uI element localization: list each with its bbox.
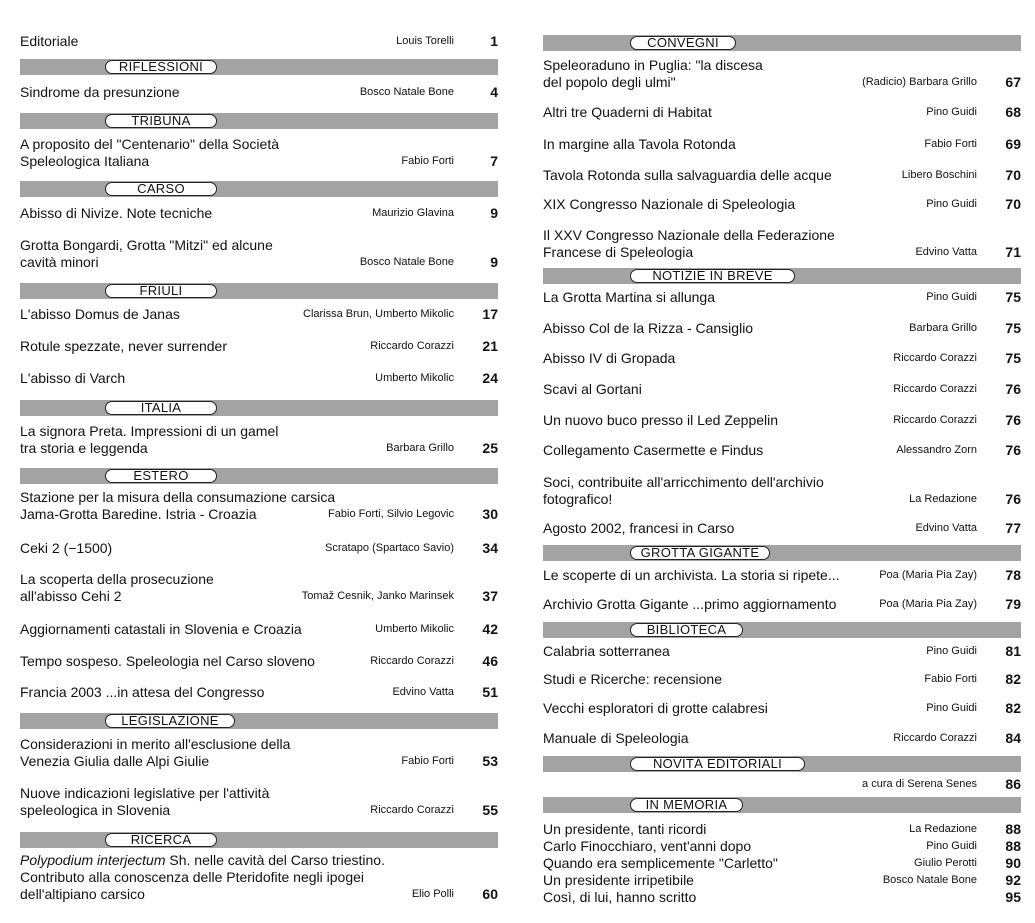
entry-page-number: 25: [482, 440, 498, 456]
entry-page-number: 95: [1005, 889, 1021, 905]
toc-entry[interactable]: [543, 567, 1021, 584]
entry-page-number: 75: [1005, 320, 1021, 336]
toc-entry[interactable]: [543, 643, 1021, 660]
entry-title: In margine alla Tavola Rotonda: [543, 136, 736, 152]
entry-page-number: 53: [482, 753, 498, 769]
entry-page-number: 71: [1005, 244, 1021, 260]
toc-entry[interactable]: [543, 730, 1021, 747]
toc-entry[interactable]: [20, 736, 498, 770]
entry-author: a cura di Serena Senes: [862, 778, 977, 790]
entry-author: (Radicio) Barbara Grillo: [862, 76, 977, 88]
entry-page-number: 79: [1005, 596, 1021, 612]
entry-author: Fabio Forti: [401, 755, 454, 767]
toc-entry[interactable]: [543, 350, 1021, 367]
entry-author: Pino Guidi: [926, 198, 977, 210]
entry-title: Aggiornamenti catastali in Slovenia e Croazia: [20, 621, 302, 637]
entry-page-number: 21: [482, 338, 498, 354]
toc-entry[interactable]: [20, 571, 498, 605]
section-label: RIFLESSIONI: [105, 60, 217, 74]
entry-title-line: fotografico!: [543, 491, 613, 507]
entry-title: Editoriale: [20, 33, 79, 49]
entry-page-number: 46: [482, 653, 498, 669]
entry-title-line: all'abisso Cehi 2: [20, 588, 122, 604]
entry-page-number: 82: [1005, 671, 1021, 687]
entry-page-number: 92: [1005, 872, 1021, 888]
toc-entry[interactable]: [543, 196, 1021, 213]
entry-page-number: 9: [490, 254, 498, 270]
entry-title: La signora Preta. Impressioni di un gamel: [20, 423, 279, 439]
entry-page-number: 9: [490, 205, 498, 221]
entry-title: Carlo Finocchiaro, vent'anni dopo: [543, 838, 752, 854]
entry-title: Un nuovo buco presso il Led Zeppelin: [543, 412, 779, 428]
section-header-notizie-in-breve: [543, 268, 1021, 284]
entry-page-number: 68: [1005, 104, 1021, 120]
entry-title: Altri tre Quaderni di Habitat: [543, 104, 712, 120]
entry-title: Abisso di Nivize. Note tecniche: [20, 205, 213, 221]
entry-title-line: Francese di Speleologia: [543, 244, 694, 260]
entry-page-number: 76: [1005, 381, 1021, 397]
entry-title: Agosto 2002, francesi in Carso: [543, 520, 735, 536]
toc-entry[interactable]: [543, 289, 1021, 306]
entry-title: Tempo sospeso. Speleologia nel Carso sloveno: [20, 653, 315, 669]
entry-title: Scavi al Gortani: [543, 381, 642, 397]
toc-entry[interactable]: [543, 412, 1021, 429]
entry-author: Riccardo Corazzi: [370, 340, 454, 352]
entry-title-italic: Polypodium interjectum: [20, 852, 166, 868]
section-header-in-memoria: [543, 797, 1021, 813]
entry-page-number: 17: [482, 306, 498, 322]
toc-entry[interactable]: [20, 237, 498, 271]
entry-author: Tomaž Cesnik, Janko Marinsek: [301, 590, 454, 602]
entry-title-line: Contributo alla conoscenza delle Pteridofite negli ipogei: [20, 869, 364, 885]
entry-page-number: 30: [482, 506, 498, 522]
toc-entry[interactable]: [20, 423, 498, 457]
entry-author: Fabio Forti: [924, 138, 977, 150]
entry-title-rest: Sh. nelle cavità del Carso triestino.: [165, 852, 385, 868]
entry-page-number: 78: [1005, 567, 1021, 583]
entry-page-number: 77: [1005, 520, 1021, 536]
toc-entry[interactable]: [543, 167, 1021, 184]
entry-author: Maurizio Glavina: [372, 207, 454, 219]
toc-entry[interactable]: [543, 442, 1021, 459]
toc-entry[interactable]: [543, 872, 1021, 889]
entry-page-number: 51: [482, 684, 498, 700]
toc-entry[interactable]: [543, 700, 1021, 717]
section-header-italia: [20, 400, 498, 416]
entry-page-number: 76: [1005, 491, 1021, 507]
entry-page-number: 60: [482, 886, 498, 902]
entry-author: Edvino Vatta: [915, 522, 977, 534]
entry-page-number: 4: [490, 84, 498, 100]
toc-entry[interactable]: [20, 852, 498, 903]
toc-entry[interactable]: [543, 671, 1021, 688]
entry-author: Bosco Natale Bone: [359, 86, 454, 98]
entry-title: Considerazioni in merito all'esclusione della: [20, 736, 291, 752]
toc-entry[interactable]: [20, 136, 498, 170]
entry-title-line: dell'altipiano carsico: [20, 886, 145, 902]
entry-author: Riccardo Corazzi: [370, 655, 454, 667]
entry-title: Stazione per la misura della consumazione carsica: [20, 489, 336, 505]
entry-title: Abisso IV di Gropada: [543, 350, 676, 366]
section-label: CONVEGNI: [630, 36, 736, 50]
section-label: NOTIZIE IN BREVE: [630, 269, 795, 283]
entry-title: Rotule spezzate, never surrender: [20, 338, 227, 354]
entry-title: Quando era semplicemente "Carletto": [543, 855, 778, 871]
entry-author: La Redazione: [909, 823, 977, 835]
section-header-biblioteca: [543, 622, 1021, 638]
entry-author: Umberto Mikolic: [375, 623, 454, 635]
entry-title: [20, 852, 385, 869]
toc-entry[interactable]: [543, 776, 1021, 793]
entry-page-number: 84: [1005, 730, 1021, 746]
toc-entry[interactable]: [543, 136, 1021, 153]
toc-entry[interactable]: [543, 227, 1021, 261]
entry-title: XIX Congresso Nazionale di Speleologia: [543, 196, 796, 212]
section-label: GROTTA GIGANTE: [630, 546, 770, 560]
toc-entry[interactable]: [543, 520, 1021, 537]
entry-title: Nuove indicazioni legislative per l'attività: [20, 785, 270, 801]
toc-entry[interactable]: [543, 474, 1021, 508]
entry-page-number: 81: [1005, 643, 1021, 659]
entry-page-number: 67: [1005, 74, 1021, 90]
entry-page-number: 88: [1005, 838, 1021, 854]
entry-title: Archivio Grotta Gigante ...primo aggiornamento: [543, 596, 837, 612]
section-label: RICERCA: [105, 833, 217, 847]
entry-author: Barbara Grillo: [909, 322, 977, 334]
entry-author: Pino Guidi: [926, 291, 977, 303]
entry-title: Manuale di Speleologia: [543, 730, 689, 746]
entry-title: Abisso Col de la Rizza - Cansiglio: [543, 320, 754, 336]
entry-page-number: 69: [1005, 136, 1021, 152]
entry-title: Il XXV Congresso Nazionale della Federazione: [543, 227, 835, 243]
entry-page-number: 55: [482, 802, 498, 818]
section-header-legislazione: [20, 713, 498, 729]
entry-title-line: Venezia Giulia dalle Alpi Giulie: [20, 753, 210, 769]
entry-page-number: 88: [1005, 821, 1021, 837]
entry-page-number: 75: [1005, 350, 1021, 366]
entry-author: Riccardo Corazzi: [893, 732, 977, 744]
entry-author: Fabio Forti: [924, 673, 977, 685]
entry-author: Louis Torelli: [396, 35, 454, 47]
entry-author: Giulio Perotti: [914, 857, 977, 869]
entry-title: Francia 2003 ...in attesa del Congresso: [20, 684, 265, 700]
entry-title-line: del popolo degli ulmi": [543, 74, 676, 90]
entry-page-number: 70: [1005, 196, 1021, 212]
section-header-carso: [20, 181, 498, 197]
entry-title-line: speleologica in Slovenia: [20, 802, 171, 818]
section-header-friuli: [20, 283, 498, 299]
entry-author: Bosco Natale Bone: [359, 256, 454, 268]
entry-title: Sindrome da presunzione: [20, 84, 180, 100]
toc-entry[interactable]: [20, 33, 498, 50]
toc-entry[interactable]: [20, 205, 498, 222]
entry-page-number: 1: [490, 33, 498, 49]
section-header-estero: [20, 468, 498, 484]
entry-author: La Redazione: [909, 493, 977, 505]
entry-page-number: 34: [482, 540, 498, 556]
entry-author: Fabio Forti: [401, 155, 454, 167]
section-header-tribuna: [20, 113, 498, 129]
entry-title: Studi e Ricerche: recensione: [543, 671, 722, 687]
entry-author: Pino Guidi: [926, 840, 977, 852]
entry-author: Pino Guidi: [926, 106, 977, 118]
entry-page-number: 76: [1005, 442, 1021, 458]
toc-entry[interactable]: [20, 338, 498, 355]
section-header-convegni: [543, 35, 1021, 51]
entry-title: A proposito del "Centenario" della Società: [20, 136, 279, 152]
entry-author: Fabio Forti, Silvio Legovic: [328, 508, 454, 520]
toc-entry[interactable]: [20, 306, 498, 323]
section-label: ITALIA: [105, 401, 217, 415]
entry-title: Le scoperte di un archivista. La storia si ripete...: [543, 567, 840, 583]
entry-author: Clarissa Brun, Umberto Mikolic: [303, 308, 454, 320]
entry-title: Soci, contribuite all'arricchimento dell'archivio: [543, 474, 824, 490]
entry-title: Un presidente, tanti ricordi: [543, 821, 707, 837]
entry-page-number: 37: [482, 588, 498, 604]
entry-author: Riccardo Corazzi: [893, 414, 977, 426]
section-header-grotta-gigante: [543, 545, 1021, 561]
entry-author: Bosco Natale Bone: [882, 874, 977, 886]
entry-author: Scratapo (Spartaco Savio): [324, 542, 454, 554]
toc-entry[interactable]: [543, 57, 1021, 91]
entry-page-number: 75: [1005, 289, 1021, 305]
entry-title: Vecchi esploratori di grotte calabresi: [543, 700, 768, 716]
section-header-riflessioni: [20, 59, 498, 75]
entry-title: Collegamento Casermette e Findus: [543, 442, 764, 458]
entry-page-number: 90: [1005, 855, 1021, 871]
section-label: LEGISLAZIONE: [105, 714, 235, 728]
entry-title-line: Jama-Grotta Baredine. Istria - Croazia: [20, 506, 257, 522]
section-label: TRIBUNA: [105, 114, 217, 128]
entry-author: Pino Guidi: [926, 702, 977, 714]
entry-title-line: Speleologica Italiana: [20, 153, 150, 169]
entry-author: Poa (Maria Pia Zay): [879, 569, 977, 581]
toc-entry[interactable]: [20, 684, 498, 701]
entry-author: Poa (Maria Pia Zay): [879, 598, 977, 610]
section-label: NOVITÀ EDITORIALI: [630, 757, 805, 771]
entry-page-number: 82: [1005, 700, 1021, 716]
entry-author: Umberto Mikolic: [375, 372, 454, 384]
toc-entry[interactable]: [20, 370, 498, 387]
entry-page-number: 76: [1005, 412, 1021, 428]
toc-entry[interactable]: [20, 489, 498, 523]
section-header-ricerca: [20, 832, 498, 848]
section-label: BIBLIOTECA: [630, 623, 743, 637]
section-label: CARSO: [105, 182, 217, 196]
entry-author: Elio Polli: [411, 888, 454, 900]
toc-entry[interactable]: [543, 821, 1021, 838]
entry-page-number: 70: [1005, 167, 1021, 183]
entry-author: Riccardo Corazzi: [893, 352, 977, 364]
section-label: FRIULI: [105, 284, 217, 298]
toc-entry[interactable]: [20, 84, 498, 101]
section-header-novita-editoriali: [543, 756, 1021, 772]
entry-page-number: 42: [482, 621, 498, 637]
toc-entry[interactable]: [543, 104, 1021, 121]
entry-title: La scoperta della prosecuzione: [20, 571, 214, 587]
entry-author: Barbara Grillo: [386, 442, 454, 454]
entry-author: Edvino Vatta: [392, 686, 454, 698]
entry-title: L'abisso Domus de Janas: [20, 306, 180, 322]
toc-entry[interactable]: [20, 621, 498, 638]
entry-author: Pino Guidi: [926, 645, 977, 657]
entry-title: Speleoraduno in Puglia: "la discesa: [543, 57, 763, 73]
toc-entry[interactable]: [543, 381, 1021, 398]
entry-author: Riccardo Corazzi: [370, 804, 454, 816]
toc-entry[interactable]: [20, 653, 498, 670]
toc-entry[interactable]: [20, 785, 498, 819]
entry-title: Ceki 2 (−1500): [20, 540, 113, 556]
toc-entry[interactable]: [543, 889, 1021, 906]
entry-author: Alessandro Zorn: [896, 444, 977, 456]
section-label: IN MEMORIA: [630, 798, 743, 812]
entry-author: Edvino Vatta: [915, 246, 977, 258]
entry-title-line: tra storia e leggenda: [20, 440, 148, 456]
toc-entry[interactable]: [543, 855, 1021, 872]
entry-title: Calabria sotterranea: [543, 643, 670, 659]
entry-page-number: 86: [1005, 776, 1021, 792]
entry-page-number: 24: [482, 370, 498, 386]
toc-entry[interactable]: [20, 540, 498, 557]
toc-entry[interactable]: [543, 838, 1021, 855]
entry-title: Un presidente irripetibile: [543, 872, 694, 888]
entry-title: L'abisso di Varch: [20, 370, 126, 386]
entry-author: Riccardo Corazzi: [893, 383, 977, 395]
entry-title: Tavola Rotonda sulla salvaguardia delle acque: [543, 167, 832, 183]
entry-title-line: cavità minori: [20, 254, 99, 270]
entry-author: Libero Boschini: [901, 169, 977, 181]
entry-title: La Grotta Martina si allunga: [543, 289, 715, 305]
section-label: ESTERO: [105, 469, 217, 483]
entry-page-number: 7: [490, 153, 498, 169]
entry-title: Grotta Bongardi, Grotta "Mitzi" ed alcune: [20, 237, 273, 253]
entry-title: Così, di lui, hanno scritto: [543, 889, 697, 905]
toc-entry[interactable]: [543, 320, 1021, 337]
toc-entry[interactable]: [543, 596, 1021, 613]
